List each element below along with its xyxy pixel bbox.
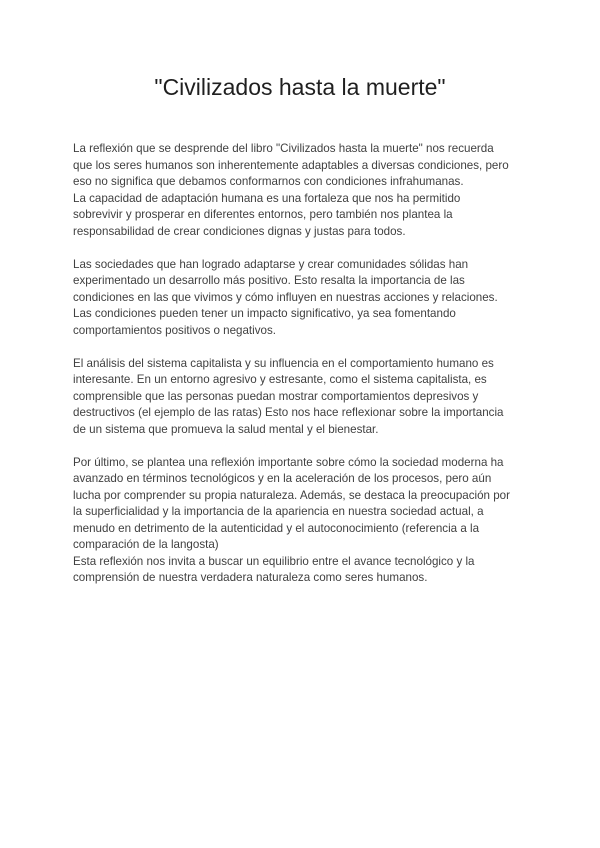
- text-line: El análisis del sistema capitalista y su influencia en el comportamiento humano es: [73, 356, 494, 370]
- paragraph-capitalism: [73, 356, 535, 439]
- text-line: interesante. En un entorno agresivo y estresante, como el sistema capitalista, es: [73, 373, 487, 386]
- paragraph-societies: [73, 257, 535, 340]
- document-title: "Civilizados hasta la muerte": [154, 74, 446, 100]
- text-line: Por último, se plantea una reflexión importante sobre cómo la sociedad moderna ha: [73, 455, 504, 469]
- text-line: La capacidad de adaptación humana es una fortaleza que nos ha permitido: [73, 191, 461, 205]
- text-line: la superficialidad y la importancia de la apariencia en nuestra sociedad actual, a: [73, 505, 484, 518]
- text-line: comprensión de nuestra verdadera naturaleza como seres humanos.: [73, 571, 428, 584]
- text-line: lucha por comprender su propia naturaleza. Además, se destaca la preocupación por: [73, 488, 510, 502]
- text-line: comportamientos positivos o negativos.: [73, 323, 276, 337]
- text-line: comparación de la langosta): [73, 538, 219, 551]
- text-line: experimentado un desarrollo más positivo. Esto resalta la importancia de las: [73, 274, 465, 287]
- text-line: sobrevivir y prosperar en diferentes entornos, pero también nos plantea la: [73, 208, 453, 221]
- text-line: de un sistema que promueva la salud mental y el bienestar.: [73, 422, 379, 436]
- text-line: condiciones en las que vivimos y cómo influyen en nuestras acciones y relaciones.: [73, 290, 498, 304]
- text-line: comprensible que las personas puedan mostrar comportamientos depresivos y: [73, 389, 479, 403]
- document-body: [73, 141, 535, 603]
- text-line: avanzado en términos tecnológicos y en la aceleración de los procesos, pero aún: [73, 472, 492, 485]
- text-line: destructivos (el ejemplo de las ratas) Esto nos hace reflexionar sobre la importancia: [73, 406, 504, 419]
- text-line: Las sociedades que han logrado adaptarse y crear comunidades sólidas han: [73, 257, 469, 271]
- text-line: menudo en detrimento de la autenticidad y el autoconocimiento (referencia a la: [73, 521, 480, 535]
- text-line: La reflexión que se desprende del libro "Civilizados hasta la muerte" nos recuerda: [73, 142, 494, 155]
- text-line: Esta reflexión nos invita a buscar un equilibrio entre el avance tecnológico y la: [73, 554, 475, 568]
- text-line: Las condiciones pueden tener un impacto significativo, ya sea fomentando: [73, 307, 456, 320]
- text-line: que los seres humanos son inherentemente adaptables a diversas condiciones, pero: [73, 158, 509, 172]
- text-line: eso no significa que debamos conformarnos con condiciones infrahumanas.: [73, 175, 464, 188]
- paragraph-modern-society: [73, 455, 535, 587]
- text-line: responsabilidad de crear condiciones dignas y justas para todos.: [73, 224, 406, 238]
- paragraph-adaptation: [73, 141, 535, 240]
